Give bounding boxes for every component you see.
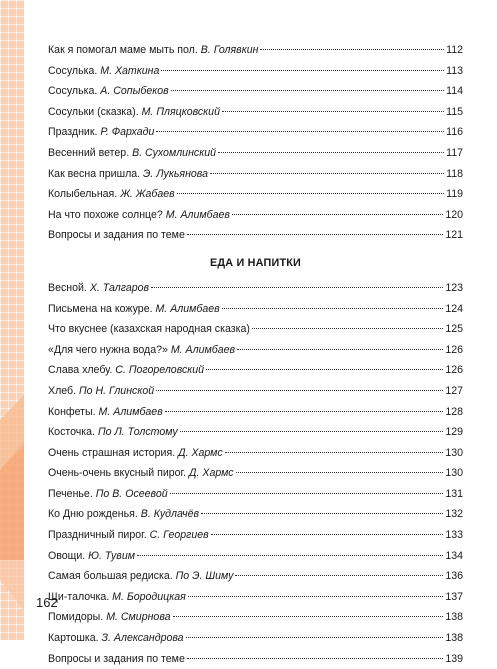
entry-page: 138 [445,611,463,624]
leader-dots [156,131,444,132]
entry-title: Что вкуснее (казахская народная сказка) [48,323,250,336]
entry-page: 132 [445,508,463,521]
entry-title: Вопросы и задания по теме [48,229,185,242]
entry-author: С. Георгиев [149,529,209,542]
leader-dots [222,111,444,112]
entry-page: 113 [446,64,463,77]
leader-dots [222,308,444,309]
toc-entry [48,422,463,443]
entry-page: 126 [445,364,463,377]
entry-text [48,102,220,123]
entry-page: 124 [445,302,463,315]
leader-dots [177,193,444,194]
entry-text [48,205,230,226]
entry-text [48,319,250,340]
entry-title: Ко Дню рожденья. [48,508,138,521]
entry-title: Очень страшная история. [48,446,176,459]
entry-author: М. Пляцковский [141,105,220,118]
toc-entry [48,299,463,320]
toc-entry [48,184,463,205]
entry-author: В. Голявкин [200,44,259,56]
entry-title: Сосульки (сказка). [48,105,139,118]
toc-entry [48,360,463,381]
entry-author: По Н. Глинской [78,384,155,397]
toc-entry [48,649,463,669]
entry-author: Х. Талгаров [89,281,150,294]
entry-author: В. Сухомлинский [132,146,216,159]
entry-author: По Э. Шиму [175,570,234,583]
toc-entry [48,566,463,587]
entry-page: 138 [445,632,463,645]
entry-page: 116 [446,126,463,139]
entry-text [48,278,149,299]
leader-dots [187,234,443,235]
leader-dots [156,390,443,391]
entry-text [48,484,168,505]
leader-dots [235,575,443,576]
entry-page: 119 [446,188,463,201]
leader-dots [218,152,444,153]
toc-entry [48,463,463,484]
entry-page: 125 [445,323,463,336]
toc-entry [48,61,463,82]
entry-title: Праздничный пирог. [48,529,147,542]
entry-title: Конфеты. [48,405,96,418]
toc-entry [48,102,463,123]
entry-title: Овощи. [48,549,86,562]
entry-title: На что похоже солнце? [48,208,163,221]
leader-dots [260,49,444,50]
entry-title: Сосулька. [48,85,98,98]
leader-dots [186,637,444,638]
toc-entry [48,607,463,628]
entry-author: М. Бородицкая [112,590,186,603]
entry-author: З. Александрова [101,632,184,645]
toc-entry [48,525,463,546]
toc-entry [48,164,463,185]
entry-title: Как весна пришла. [48,167,141,180]
entry-text [48,184,175,205]
entry-page: 139 [445,652,463,665]
entry-author: По В. Осеевой [95,487,168,500]
triangle-decoration [0,0,24,640]
entry-text [48,381,154,402]
entry-page: 112 [446,44,463,56]
leader-dots [170,493,444,494]
entry-title: Слава хлебу. [48,364,113,377]
entry-text [48,422,178,443]
entry-title: Сосулька. [48,64,98,77]
entry-title: Очень-очень вкусный пирог. [48,467,187,480]
entry-title: Картошка. [48,632,99,645]
leader-dots [151,287,443,288]
entry-text [48,443,223,464]
toc-entry [48,484,463,505]
entry-author: По Л. Толстому [97,426,178,439]
entry-page: 130 [445,446,463,459]
entry-text [48,40,258,61]
entry-text [48,504,199,525]
entry-title: Весной. [48,281,87,294]
leader-dots [165,411,444,412]
toc-section-1 [48,40,463,246]
toc-entry [48,504,463,525]
entry-title: Письмена на кожуре. [48,302,153,315]
entry-page: 115 [446,105,463,118]
entry-author: М. Алимбаев [98,405,163,418]
entry-page: 127 [445,384,463,397]
entry-text [48,340,235,361]
toc-entry [48,402,463,423]
toc-section-2 [48,278,463,669]
toc-entry [48,340,463,361]
entry-title: Щи-талочка. [48,590,110,603]
entry-title: Самая большая редиска. [48,570,173,583]
entry-page: 121 [445,229,463,242]
entry-text [48,360,204,381]
toc-entry [48,81,463,102]
entry-author: Д. Хармс [178,446,223,459]
leader-dots [211,534,444,535]
toc-entry [48,381,463,402]
toc-entry [48,278,463,299]
leader-dots [201,513,443,514]
entry-text [48,299,220,320]
entry-text [48,566,233,587]
entry-title: Косточка. [48,426,95,439]
entry-text [48,628,184,649]
leader-dots [188,596,444,597]
toc-entry [48,546,463,567]
entry-text [48,525,209,546]
entry-title: Помидоры. [48,611,104,624]
leader-dots [236,472,444,473]
entry-author: М. Алимбаев [155,302,220,315]
entry-title: Праздник. [48,126,98,139]
entry-author: Ж. Жабаев [120,188,175,201]
entry-text [48,463,234,484]
section-heading: ЕДА И НАПИТКИ [210,256,301,269]
entry-author: Д. Хармс [189,467,234,480]
leader-dots [161,70,444,71]
leader-dots [225,452,444,453]
entry-page: 137 [445,590,463,603]
leader-dots [180,431,444,432]
entry-text [48,225,185,246]
entry-title: Весенний ветер. [48,146,130,159]
toc-entry [48,628,463,649]
entry-page: 128 [445,405,463,418]
entry-text [48,164,208,185]
entry-text [48,402,163,423]
entry-author: Р. Фархади [100,126,155,139]
entry-author: В. Кудлачёв [140,508,200,521]
entry-title: Вопросы и задания по теме [48,652,185,665]
leader-dots [171,90,444,91]
toc-entry [48,443,463,464]
toc-entry [48,225,463,246]
entry-author: М. Смирнова [106,611,171,624]
entry-page: 118 [446,167,463,180]
entry-text [48,649,185,669]
entry-author: А. Сопыбеков [100,85,169,98]
entry-page: 129 [445,426,463,439]
leader-dots [173,616,444,617]
toc-entry [48,40,463,61]
entry-page: 117 [446,146,463,159]
entry-text [48,546,135,567]
entry-text [48,607,171,628]
page-number: 162 [36,595,58,610]
toc-entry [48,319,463,340]
toc-entry [48,587,463,608]
entry-author: Ю. Тувим [88,549,135,562]
entry-author: М. Хаткина [100,64,160,77]
leader-dots [237,349,443,350]
entry-author: Э. Лукьянова [143,167,208,180]
entry-page: 133 [445,529,463,542]
leader-dots [210,173,444,174]
toc-entry [48,143,463,164]
entry-title: Колыбельная. [48,188,118,201]
toc-entry [48,205,463,226]
entry-title: «Для чего нужна вода?» [48,343,168,356]
entry-page: 114 [446,85,463,98]
entry-page: 123 [445,281,463,294]
entry-page: 126 [445,343,463,356]
entry-page: 130 [445,467,463,480]
entry-author: М. Алимбаев [165,208,230,221]
entry-text [48,61,159,82]
leader-dots [187,658,443,659]
leader-dots [252,328,443,329]
entry-text [48,81,169,102]
entry-page: 136 [445,570,463,583]
entry-author: С. Погореловский [115,364,205,377]
entry-title: Печенье. [48,487,93,500]
entry-author: М. Алимбаев [170,343,236,356]
leader-dots [232,214,443,215]
toc-entry [48,122,463,143]
table-of-contents [48,40,463,669]
entry-text [48,587,186,608]
leader-dots [137,555,443,556]
entry-page: 120 [445,208,463,221]
entry-text [48,143,216,164]
entry-title: Как я помогал маме мыть пол. [48,44,198,56]
leader-dots [206,369,443,370]
entry-text [48,122,154,143]
entry-title: Хлеб. [48,384,77,397]
entry-page: 131 [445,487,463,500]
entry-page: 134 [445,549,463,562]
